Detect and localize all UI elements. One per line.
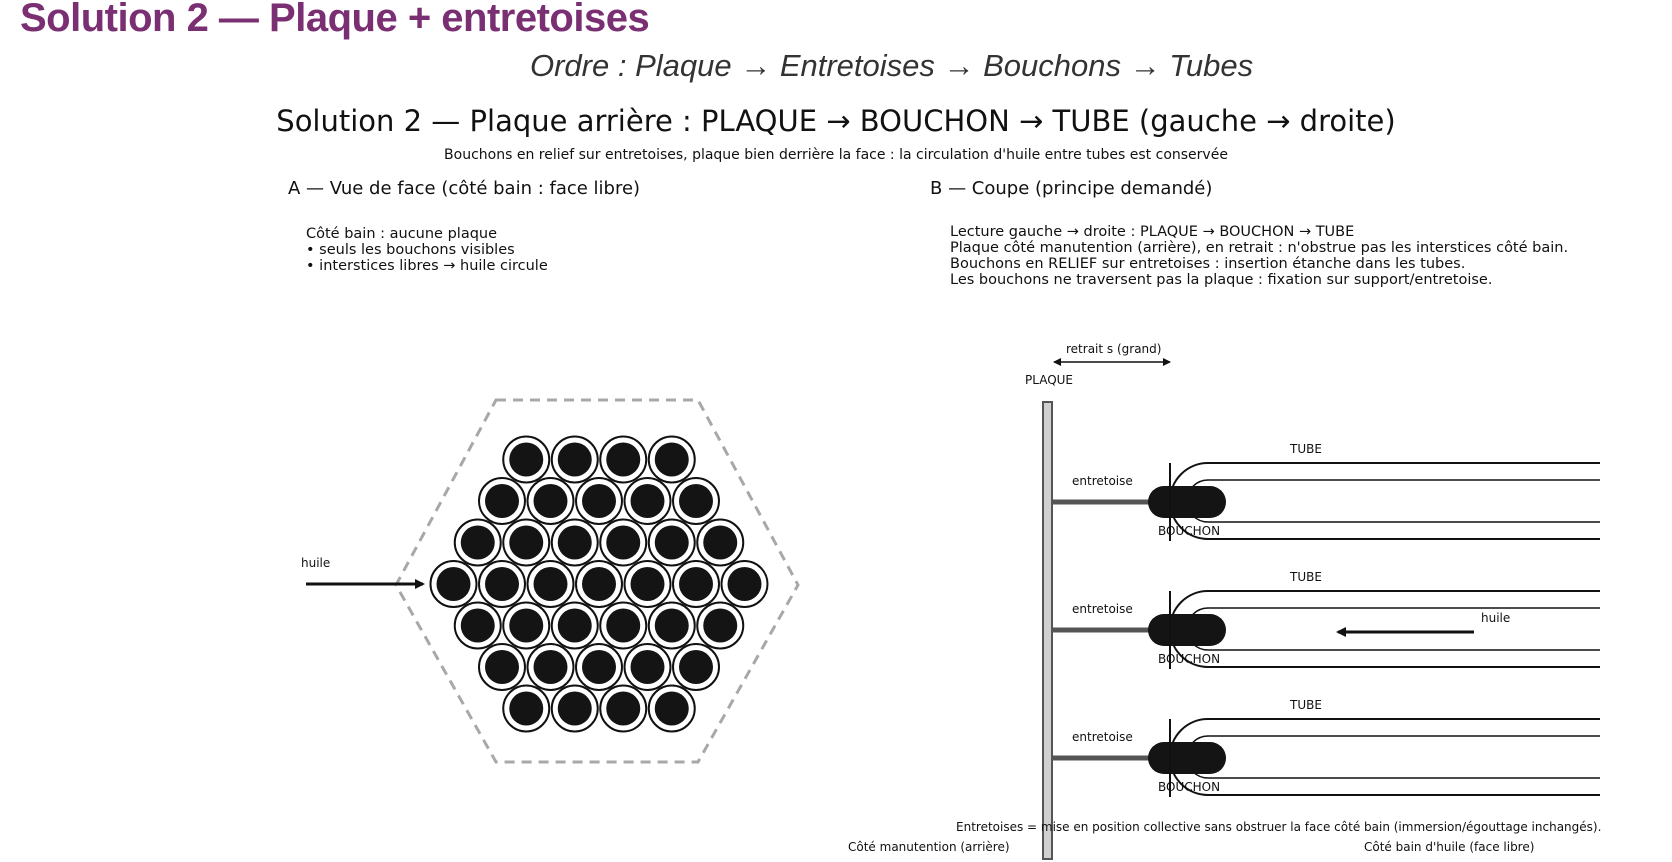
plug-face <box>558 692 592 726</box>
plug-face <box>679 567 713 601</box>
panel-b-title: B — Coupe (principe demandé) <box>930 178 1213 199</box>
tube-inner-wall <box>1187 480 1600 522</box>
plug-face <box>509 443 543 477</box>
panel-a-title: A — Vue de face (côté bain : face libre) <box>288 178 641 199</box>
plug-face <box>631 567 665 601</box>
panel-b-note: Lecture gauche → droite : PLAQUE → BOUCHON → TUBE <box>950 224 1355 240</box>
plug-face <box>679 484 713 518</box>
spacer-label: entretoise <box>1072 474 1133 488</box>
section-view <box>848 342 1601 859</box>
tube-label: TUBE <box>1290 442 1322 456</box>
plug-face <box>728 567 762 601</box>
plug-face <box>509 609 543 643</box>
panel-b-note: Plaque côté manutention (arrière), en retrait : n'obstrue pas les interstices côté bain. <box>950 240 1569 256</box>
plug-face <box>631 650 665 684</box>
plug-face <box>534 567 568 601</box>
plug-face <box>509 526 543 560</box>
plug-face <box>703 526 737 560</box>
tube-inner-wall <box>1187 736 1600 778</box>
tube-unit <box>1052 570 1600 669</box>
plug-label: BOUCHON <box>1158 524 1221 538</box>
tube-label: TUBE <box>1290 570 1322 584</box>
tube-label: TUBE <box>1290 698 1322 712</box>
slide-title: Solution 2 — Plaque + entretoises <box>20 0 650 40</box>
order-line: Ordre : Plaque → Entretoises → Bouchons → Tubes <box>530 48 1254 83</box>
left-side-label: Côté manutention (arrière) <box>848 840 1010 854</box>
plug-face <box>485 484 519 518</box>
plug-face <box>582 650 616 684</box>
plug-face <box>582 484 616 518</box>
plug-face <box>606 692 640 726</box>
tube-outer-wall <box>1170 463 1600 539</box>
plug <box>1148 742 1226 774</box>
spacer-footnote: Entretoises = mise en position collective sans obstruer la face côté bain (immersion/égouttage inchangés). <box>956 820 1602 834</box>
plug-face <box>558 443 592 477</box>
figure-subtitle: Bouchons en relief sur entretoises, plaque bien derrière la face : la circulation d'huile entre tubes est conservée <box>444 147 1228 163</box>
plug-face <box>631 484 665 518</box>
tube-unit <box>1052 442 1600 541</box>
panel-b-note: Bouchons en RELIEF sur entretoises : insertion étanche dans les tubes. <box>950 256 1466 272</box>
panel-a-note: • interstices libres → huile circule <box>306 258 548 274</box>
setback-label: retrait s (grand) <box>1066 342 1162 356</box>
tube-outer-wall <box>1170 719 1600 795</box>
tube-bundle <box>431 437 768 732</box>
plug-face <box>534 650 568 684</box>
panel-b-note: Les bouchons ne traversent pas la plaque : fixation sur support/entretoise. <box>950 272 1493 288</box>
plug-face <box>485 567 519 601</box>
plug-face <box>655 443 689 477</box>
plug-face <box>558 526 592 560</box>
plug-face <box>606 526 640 560</box>
panel-a-note: Côté bain : aucune plaque <box>306 226 498 242</box>
plug-face <box>679 650 713 684</box>
tube-unit <box>1052 698 1600 797</box>
plate-label: PLAQUE <box>1025 373 1074 387</box>
back-plate <box>1043 402 1052 859</box>
oil-label: huile <box>1481 611 1511 625</box>
spacer-label: entretoise <box>1072 602 1133 616</box>
plug-face <box>606 609 640 643</box>
plug-face <box>582 567 616 601</box>
plug <box>1148 486 1226 518</box>
spacer-label: entretoise <box>1072 730 1133 744</box>
plug-label: BOUCHON <box>1158 652 1221 666</box>
plug-face <box>461 526 495 560</box>
plug-face <box>509 692 543 726</box>
plug-face <box>534 484 568 518</box>
plug-face <box>485 650 519 684</box>
plug-face <box>655 692 689 726</box>
plug-face <box>461 609 495 643</box>
plug-face <box>558 609 592 643</box>
plug-label: BOUCHON <box>1158 780 1221 794</box>
plug-face <box>655 609 689 643</box>
plug <box>1148 614 1226 646</box>
figure-title: Solution 2 — Plaque arrière : PLAQUE → BOUCHON → TUBE (gauche → droite) <box>276 104 1396 138</box>
front-view <box>301 400 798 762</box>
plug-face <box>437 567 471 601</box>
tube-inner-wall <box>1187 608 1600 650</box>
plug-face <box>703 609 737 643</box>
right-side-label: Côté bain d'huile (face libre) <box>1364 840 1535 854</box>
oil-label: huile <box>301 556 331 570</box>
plug-face <box>655 526 689 560</box>
panel-a-note: • seuls les bouchons visibles <box>306 242 515 258</box>
tube-outer-wall <box>1170 591 1600 667</box>
plug-face <box>606 443 640 477</box>
